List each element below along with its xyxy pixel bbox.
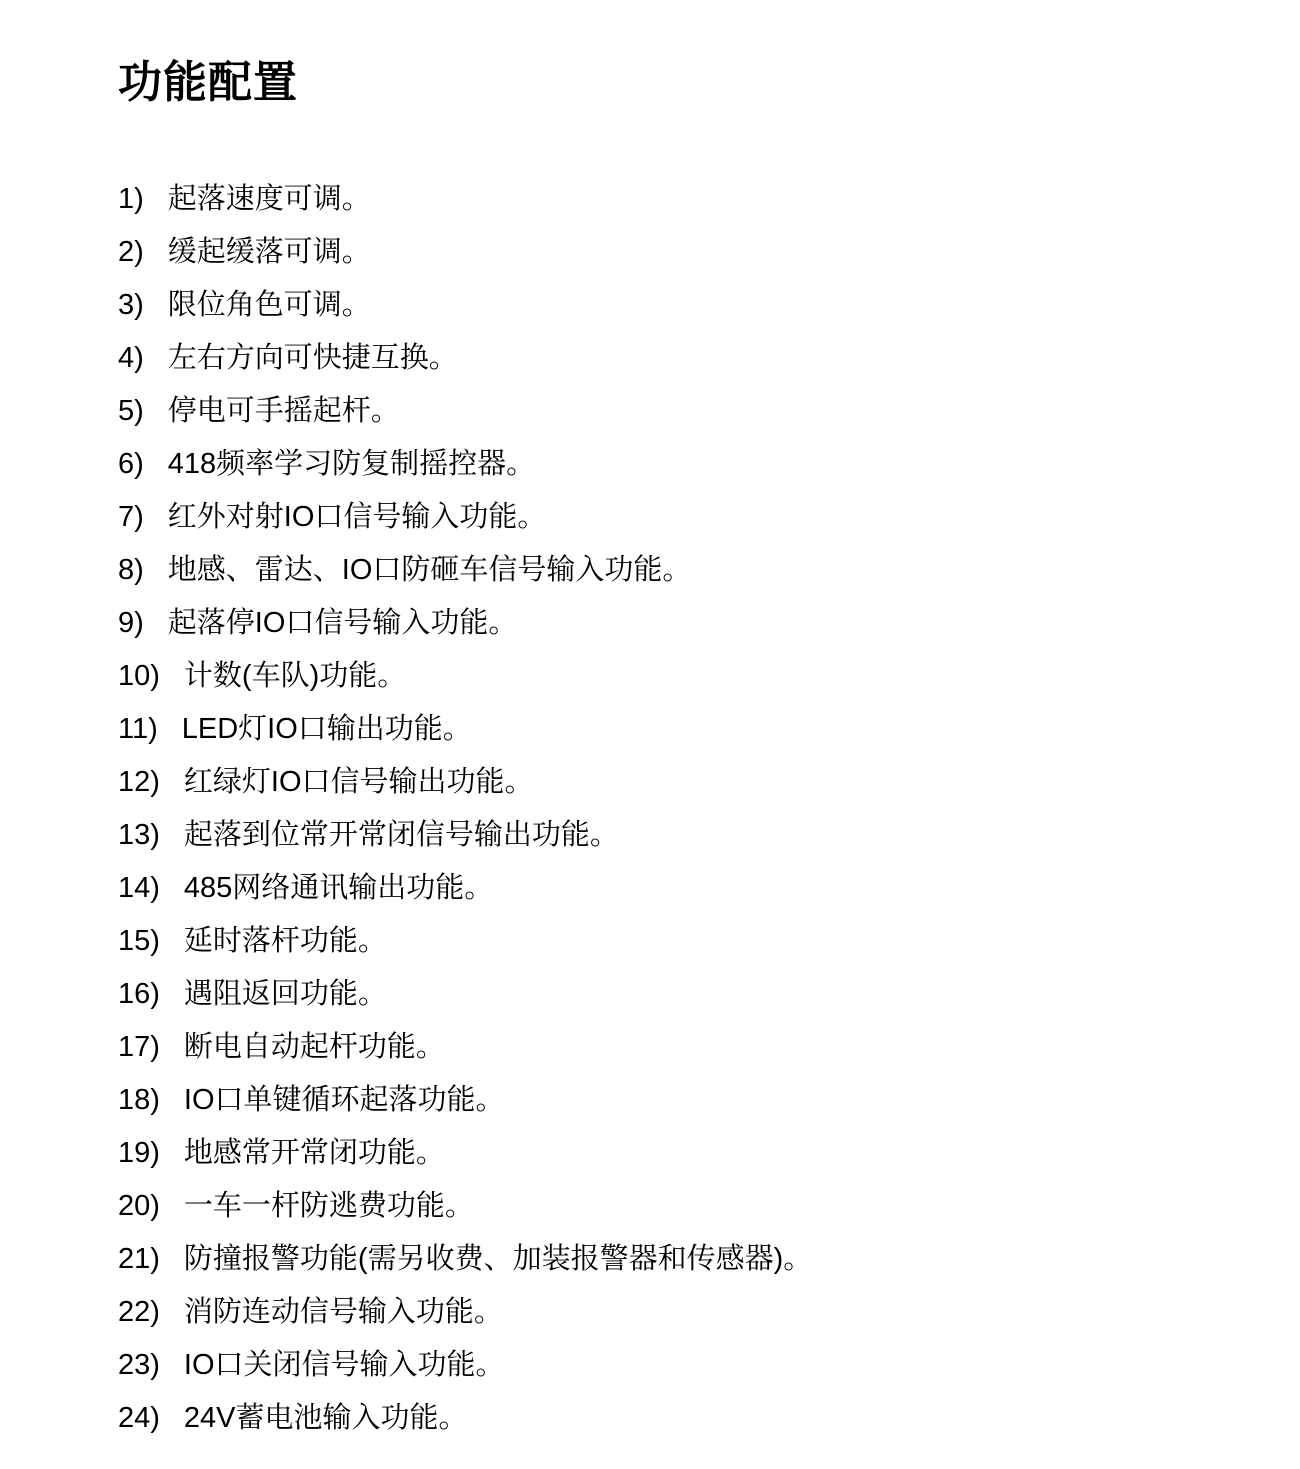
item-number: 20) bbox=[118, 1190, 160, 1222]
list-item bbox=[118, 597, 1240, 650]
list-item bbox=[118, 1339, 1240, 1392]
item-text: 防撞报警功能(需另收费、加装报警器和传感器)。 bbox=[183, 1243, 813, 1275]
item-text: LED灯IO口输出功能。 bbox=[181, 713, 472, 745]
item-text: 红绿灯IO口信号输出功能。 bbox=[183, 766, 534, 798]
item-text: 延时落杆功能。 bbox=[183, 925, 387, 957]
list-item bbox=[118, 173, 1240, 226]
item-text: 起落速度可调。 bbox=[167, 183, 371, 215]
item-number: 23) bbox=[118, 1349, 160, 1381]
item-number: 18) bbox=[118, 1084, 160, 1116]
item-text: IO口单键循环起落功能。 bbox=[183, 1084, 505, 1116]
list-item bbox=[118, 756, 1240, 809]
item-number: 4) bbox=[118, 342, 144, 374]
list-item bbox=[118, 1233, 1240, 1286]
item-text: 地感、雷达、IO口防砸车信号输入功能。 bbox=[167, 554, 692, 586]
item-text: 遇阻返回功能。 bbox=[183, 978, 387, 1010]
list-item bbox=[118, 809, 1240, 862]
item-number: 16) bbox=[118, 978, 160, 1010]
item-number: 6) bbox=[118, 448, 144, 480]
item-number: 5) bbox=[118, 395, 144, 427]
item-text: 418频率学习防复制摇控器。 bbox=[167, 448, 536, 480]
list-item bbox=[118, 1127, 1240, 1180]
item-text: 485网络通讯输出功能。 bbox=[183, 872, 494, 904]
list-item bbox=[118, 703, 1240, 756]
item-text: 计数(车队)功能。 bbox=[183, 660, 407, 692]
item-text: 停电可手摇起杆。 bbox=[167, 395, 400, 427]
item-number: 7) bbox=[118, 501, 144, 533]
list-item bbox=[118, 650, 1240, 703]
item-number: 13) bbox=[118, 819, 160, 851]
item-number: 17) bbox=[118, 1031, 160, 1063]
item-number: 9) bbox=[118, 607, 144, 639]
item-text: 一车一杆防逃费功能。 bbox=[183, 1190, 474, 1222]
item-number: 24) bbox=[118, 1402, 160, 1434]
item-text: 断电自动起杆功能。 bbox=[183, 1031, 445, 1063]
item-number: 21) bbox=[118, 1243, 160, 1275]
list-item bbox=[118, 968, 1240, 1021]
feature-list bbox=[118, 173, 1240, 1445]
list-item bbox=[118, 385, 1240, 438]
item-text: 缓起缓落可调。 bbox=[167, 236, 371, 268]
item-text: 红外对射IO口信号输入功能。 bbox=[167, 501, 547, 533]
list-item bbox=[118, 226, 1240, 279]
list-item bbox=[118, 438, 1240, 491]
item-text: 消防连动信号输入功能。 bbox=[183, 1296, 503, 1328]
item-number: 3) bbox=[118, 289, 144, 321]
item-text: 限位角色可调。 bbox=[167, 289, 371, 321]
item-number: 8) bbox=[118, 554, 144, 586]
item-number: 14) bbox=[118, 872, 160, 904]
list-item bbox=[118, 1286, 1240, 1339]
item-number: 15) bbox=[118, 925, 160, 957]
list-item bbox=[118, 1180, 1240, 1233]
list-item bbox=[118, 544, 1240, 597]
list-item bbox=[118, 915, 1240, 968]
item-number: 10) bbox=[118, 660, 160, 692]
list-item bbox=[118, 1392, 1240, 1445]
list-item bbox=[118, 279, 1240, 332]
item-number: 12) bbox=[118, 766, 160, 798]
item-text: 左右方向可快捷互换。 bbox=[167, 342, 458, 374]
item-number: 19) bbox=[118, 1137, 160, 1169]
item-number: 11) bbox=[118, 713, 158, 745]
item-number: 1) bbox=[118, 183, 144, 215]
item-text: 24V蓄电池输入功能。 bbox=[183, 1402, 468, 1434]
list-item bbox=[118, 332, 1240, 385]
item-number: 2) bbox=[118, 236, 144, 268]
item-text: 起落到位常开常闭信号输出功能。 bbox=[183, 819, 619, 851]
list-item bbox=[118, 491, 1240, 544]
item-text: IO口关闭信号输入功能。 bbox=[183, 1349, 505, 1381]
list-item bbox=[118, 1021, 1240, 1074]
item-text: 地感常开常闭功能。 bbox=[183, 1137, 445, 1169]
list-item bbox=[118, 1074, 1240, 1127]
item-text: 起落停IO口信号输入功能。 bbox=[167, 607, 518, 639]
page-title: 功能配置 bbox=[118, 58, 298, 107]
list-item bbox=[118, 862, 1240, 915]
item-number: 22) bbox=[118, 1296, 160, 1328]
